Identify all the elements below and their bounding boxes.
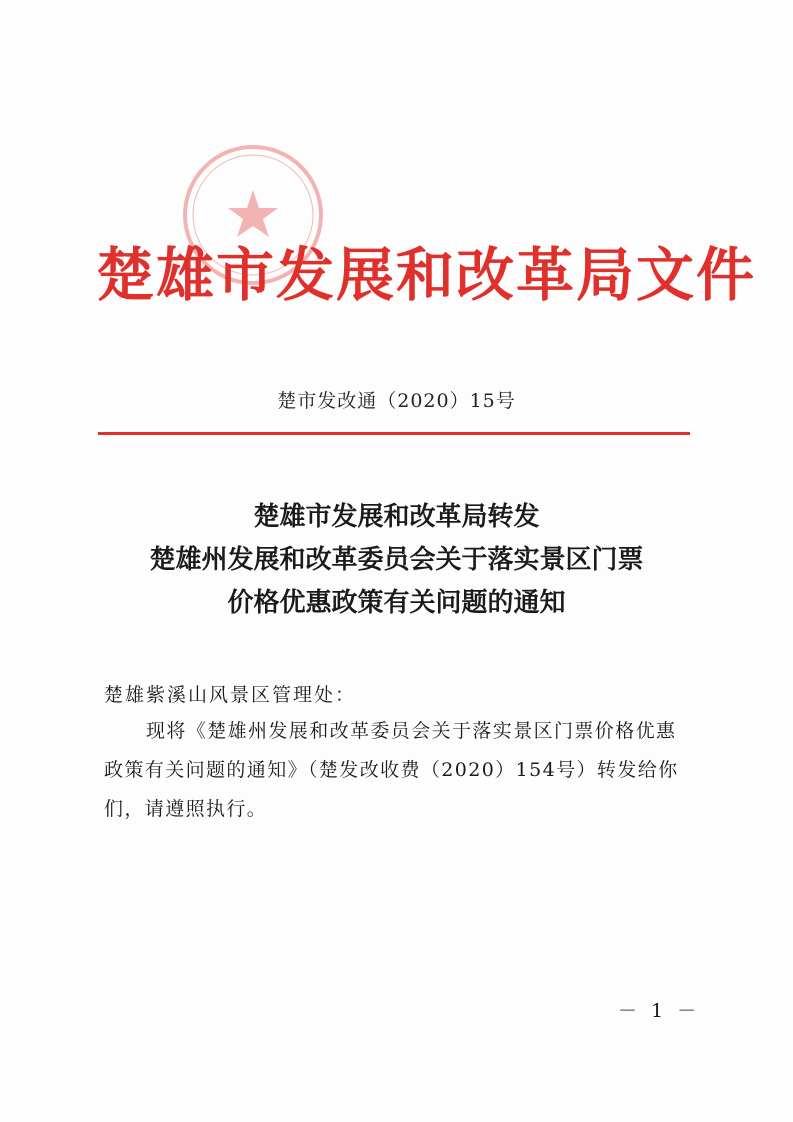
document-title-line: 价格优惠政策有关问题的通知 — [227, 588, 566, 618]
page-number: － 1 － — [618, 1000, 701, 1022]
agency-header-title: 楚雄市发展和改革局文件 — [96, 241, 757, 309]
document-title — [0, 496, 793, 625]
body-paragraph — [104, 712, 704, 829]
body-line: 现将《楚雄州发展和改革委员会关于落实景区门票价格优惠 — [146, 720, 677, 742]
recipient-line: 楚雄紫溪山风景区管理处： — [104, 684, 357, 706]
body-line: 政策有关问题的通知》（楚发改收费（2020）154号）转发给你 — [104, 759, 679, 781]
document-number: 楚市发改通（2020）15号 — [277, 390, 516, 412]
document-title-line: 楚雄州发展和改革委员会关于落实景区门票 — [149, 545, 644, 575]
body-line: 们，请遵照执行。 — [104, 798, 268, 820]
red-divider-line — [98, 432, 690, 435]
document-title-line: 楚雄市发展和改革局转发 — [253, 502, 540, 532]
